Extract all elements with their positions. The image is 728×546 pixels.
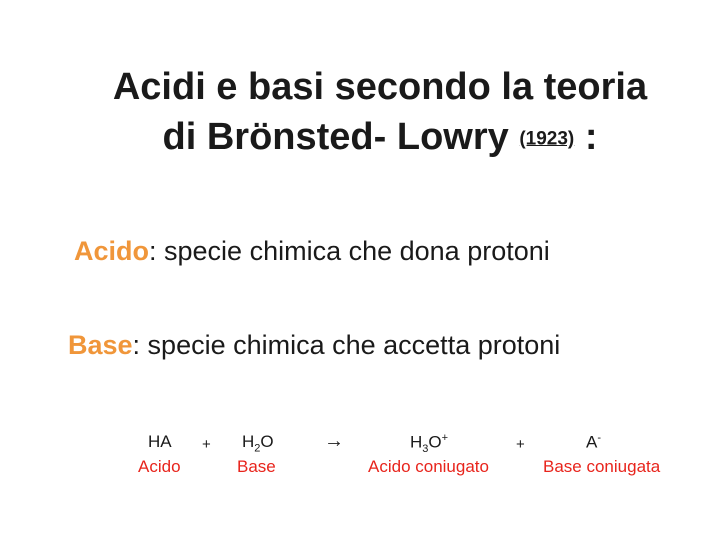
species-a: A-: [586, 432, 602, 452]
label-base: Base: [237, 457, 276, 476]
acid-text: : specie chimica che dona protoni: [149, 236, 550, 266]
title-year: (1923): [519, 128, 575, 150]
title-theory-name: di Brönsted- Lowry: [162, 116, 509, 158]
label-conjugate-acid: Acido coniugato: [368, 457, 489, 476]
base-definition: [68, 330, 560, 361]
base-text: : specie chimica che accetta protoni: [132, 330, 561, 360]
label-acid: Acido: [138, 457, 181, 476]
species-h2o: $H_2O$: [242, 432, 274, 455]
label-conjugate-base: Base coniugata: [543, 457, 661, 476]
acid-term: Acido: [74, 236, 150, 266]
plus-sign-1: +: [202, 436, 211, 453]
title-line-2: [60, 112, 700, 164]
base-term: Base: [68, 330, 133, 360]
title-colon: :: [584, 116, 598, 158]
title-line-1: Acidi e basi secondo la teoria: [112, 66, 648, 108]
reaction-arrow-icon: →: [324, 430, 344, 452]
species-h3o: $H_3O^+$: [410, 432, 449, 456]
species-ha: HA: [148, 432, 172, 451]
slide-title: [60, 62, 700, 164]
acid-definition: [74, 236, 550, 267]
plus-sign-2: +: [516, 436, 525, 453]
